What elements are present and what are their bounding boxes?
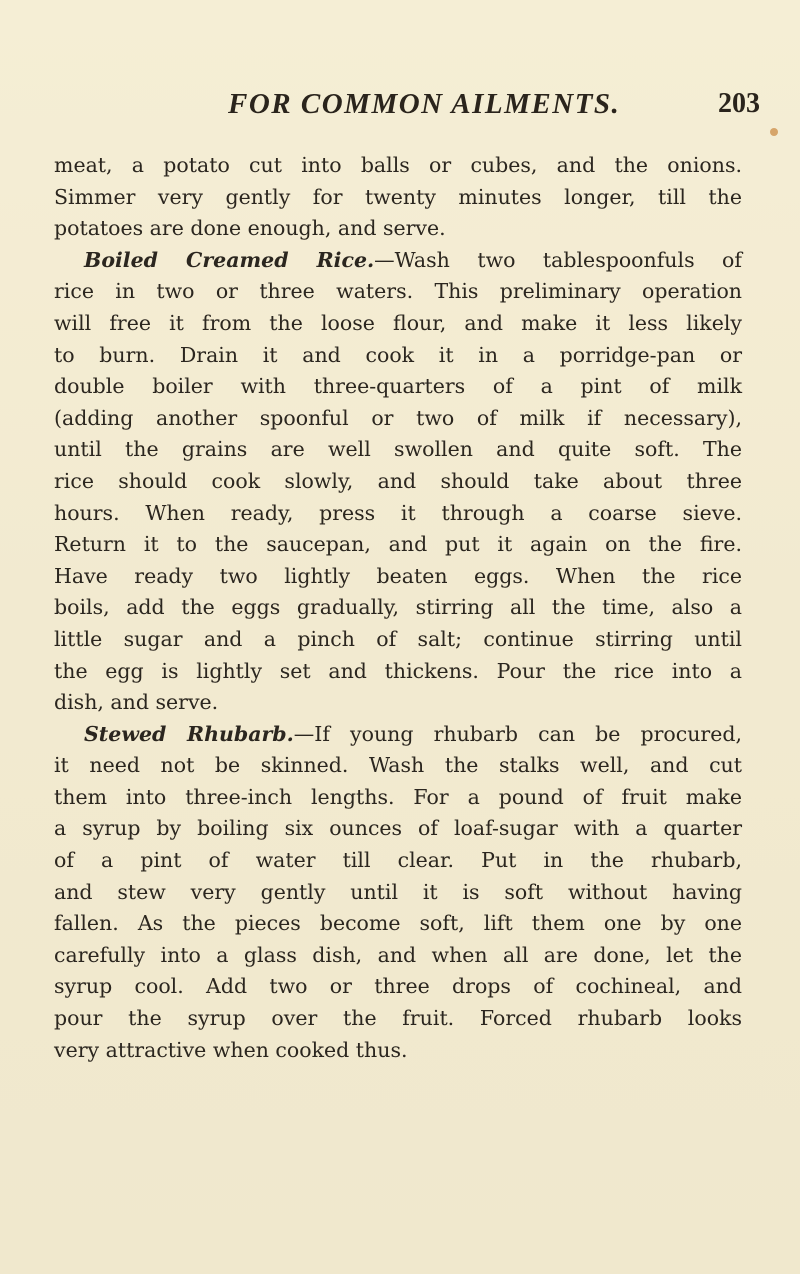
text-line: Have ready two lightly beaten eggs. When the rice <box>54 563 742 588</box>
recipe-title: Boiled Creamed Rice. <box>84 247 375 272</box>
text-line: rice should cook slowly, and should take about three <box>54 468 742 493</box>
text-line: the egg is lightly set and thickens. Pour the rice into a <box>54 658 742 683</box>
text-line: meat, a potato cut into balls or cubes, and the onions. <box>54 153 742 177</box>
text-line: it need not be skinned. Wash the stalks well, and cut <box>54 753 742 778</box>
text-line: of a pint of water till clear. Put in the rhubarb, <box>54 848 742 873</box>
text-line: carefully into a glass dish, and when all are done, let the <box>54 942 742 967</box>
recipe-first-line <box>54 719 742 751</box>
text-line: Simmer very gently for twenty minutes longer, till the <box>54 184 742 209</box>
text-line: to burn. Drain it and cook it in a porridge-pan or <box>54 342 742 367</box>
paragraph-continuation <box>54 150 742 245</box>
text-line: little sugar and a pinch of salt; continue stirring until <box>54 626 742 651</box>
text-line: pour the syrup over the fruit. Forced rhubarb looks <box>54 1006 742 1031</box>
running-head: FOR COMMON AILMENTS. <box>228 88 621 120</box>
body-text <box>54 150 742 1066</box>
text-line: will free it from the loose flour, and make it less likely <box>54 310 742 335</box>
recipe-first-line-text: —Wash two tablespoonfuls of <box>374 247 742 272</box>
text-line: syrup cool. Add two or three drops of cochineal, and <box>54 974 742 999</box>
recipe-boiled-creamed-rice <box>54 245 742 719</box>
text-line: a syrup by boiling six ounces of loaf-sugar with a quarter <box>54 816 742 841</box>
page-header <box>0 88 800 132</box>
text-line: Return it to the saucepan, and put it again on the fire. <box>54 532 742 557</box>
recipe-first-line <box>54 245 742 277</box>
recipe-first-line-text: —If young rhubarb can be procured, <box>293 721 742 746</box>
page-number: 203 <box>718 88 760 119</box>
text-line: potatoes are done enough, and serve. <box>54 216 446 241</box>
text-line: boils, add the eggs gradually, stirring all the time, also a <box>54 595 742 620</box>
recipe-stewed-rhubarb <box>54 719 742 1067</box>
text-line: fallen. As the pieces become soft, lift them one by one <box>54 911 742 936</box>
text-line: them into three-inch lengths. For a pound of fruit make <box>54 784 742 809</box>
text-line: double boiler with three-quarters of a pint of milk <box>54 374 742 399</box>
text-line: until the grains are well swollen and quite soft. The <box>54 437 742 462</box>
text-line: dish, and serve. <box>54 690 219 715</box>
recipe-title: Stewed Rhubarb. <box>84 721 294 746</box>
text-line: and stew very gently until it is soft without having <box>54 879 742 904</box>
ink-spot <box>770 128 778 136</box>
text-line: hours. When ready, press it through a coarse sieve. <box>54 500 742 525</box>
text-line: very attractive when cooked thus. <box>54 1037 408 1062</box>
text-line: (adding another spoonful or two of milk if necessary), <box>54 405 742 430</box>
text-line: rice in two or three waters. This preliminary operation <box>54 279 742 304</box>
